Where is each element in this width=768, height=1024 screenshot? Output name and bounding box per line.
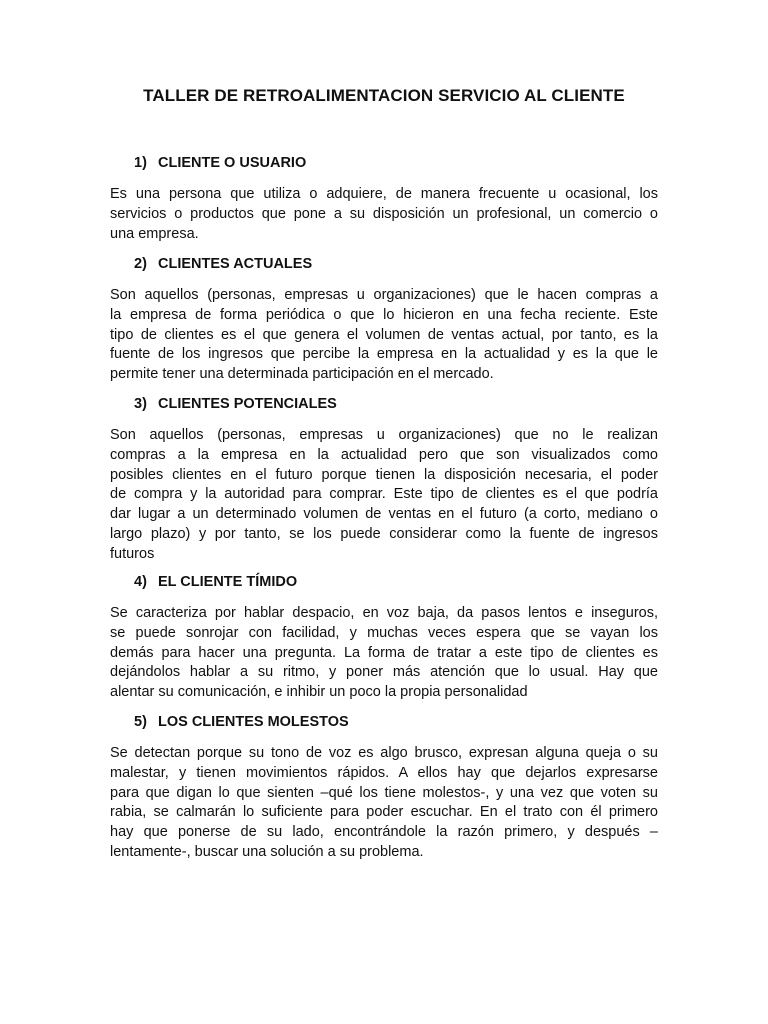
paragraph-line: compras a la empresa en la actualidad pero que son visualizados como <box>110 446 658 463</box>
section-clientes-actuales <box>110 255 658 385</box>
section-paragraph <box>110 286 658 385</box>
paragraph-line: alentar su comunicación, e inhibir un poco la propia personalidad <box>110 684 528 701</box>
document-title: TALLER DE RETROALIMENTACION SERVICIO AL CLIENTE <box>143 86 625 105</box>
section-heading-text: EL CLIENTE TÍMIDO <box>158 574 298 590</box>
paragraph-line: una empresa. <box>110 225 199 242</box>
paragraph-line: fuente de los ingresos que percibe la empresa en la actualidad y es la que le <box>110 346 658 363</box>
section-paragraph <box>110 604 658 703</box>
paragraph-line: servicios o productos que pone a su disposición un profesional, un comercio o <box>110 205 658 222</box>
section-number: 2) <box>134 256 147 272</box>
section-heading <box>110 154 658 172</box>
section-los-clientes-molestos <box>110 713 658 863</box>
section-paragraph <box>110 744 658 863</box>
paragraph-line: Se detectan porque su tono de voz es algo brusco, expresan alguna queja o su <box>110 745 658 761</box>
section-heading-text: CLIENTES POTENCIALES <box>158 396 337 412</box>
section-cliente-o-usuario <box>110 154 658 244</box>
section-paragraph <box>110 426 658 565</box>
section-clientes-potenciales <box>110 395 658 565</box>
paragraph-line: hay que ponerse de su lado, encontrándole la razón primero, y después – <box>110 824 658 841</box>
section-heading <box>110 573 658 591</box>
paragraph-line: lentamente-, buscar una solución a su problema. <box>110 843 424 860</box>
section-number: 3) <box>134 396 147 412</box>
paragraph-line: posibles clientes en el futuro porque tienen la disposición necesaria, el poder <box>110 466 658 483</box>
section-heading <box>110 395 658 413</box>
paragraph-line: para que digan lo que sienten –qué los tiene molestos-, y una vez que voten su <box>110 784 658 801</box>
section-number: 5) <box>134 714 147 730</box>
paragraph-line: Son aquellos (personas, empresas u organizaciones) que no le realizan <box>110 427 658 443</box>
paragraph-line: Son aquellos (personas, empresas u organizaciones) que le hacen compras a <box>110 287 658 303</box>
section-number: 1) <box>134 155 147 171</box>
section-heading-text: LOS CLIENTES MOLESTOS <box>158 714 349 730</box>
section-heading-text: CLIENTES ACTUALES <box>158 256 313 272</box>
paragraph-line: Se caracteriza por hablar despacio, en voz baja, da pasos lentos e inseguros, <box>110 605 658 621</box>
paragraph-line: de compra y la autoridad para comprar. Este tipo de clientes es el que podría <box>110 486 658 503</box>
section-heading <box>110 713 658 731</box>
paragraph-line: dar lugar a un determinado volumen de ventas en el futuro (a corto, mediano o <box>110 506 658 523</box>
section-paragraph <box>110 185 658 244</box>
paragraph-line: largo plazo) y por tanto, se los puede considerar como la fuente de ingresos <box>110 525 658 542</box>
section-number: 4) <box>134 574 147 590</box>
paragraph-line: demás para hacer una pregunta. La forma de tratar a este tipo de clientes es <box>110 644 658 661</box>
section-heading <box>110 255 658 273</box>
paragraph-line: permite tener una determinada participación en el mercado. <box>110 366 494 383</box>
paragraph-line: rabia, se calmarán lo suficiente para poder escuchar. En el trato con él primero <box>110 804 658 821</box>
section-heading-text: CLIENTE O USUARIO <box>158 155 307 171</box>
paragraph-line: malestar, y tienen movimientos rápidos. A ellos hay que dejarlos expresarse <box>110 764 658 781</box>
paragraph-line: se puede sonrojar con facilidad, y muchas veces espera que se vayan los <box>110 624 658 641</box>
section-el-cliente-timido <box>110 573 658 703</box>
paragraph-line: tipo de clientes es el que genera el volumen de ventas actual, por tanto, es la <box>110 326 658 343</box>
paragraph-line: Es una persona que utiliza o adquiere, de manera frecuente u ocasional, los <box>110 186 658 202</box>
paragraph-line: dejándolos hablar a su ritmo, y poner más atención que lo usual. Hay que <box>110 664 658 681</box>
paragraph-line: futuros <box>110 545 155 562</box>
paragraph-line: la empresa de forma periódica o que lo hicieron en una fecha reciente. Este <box>110 306 658 323</box>
